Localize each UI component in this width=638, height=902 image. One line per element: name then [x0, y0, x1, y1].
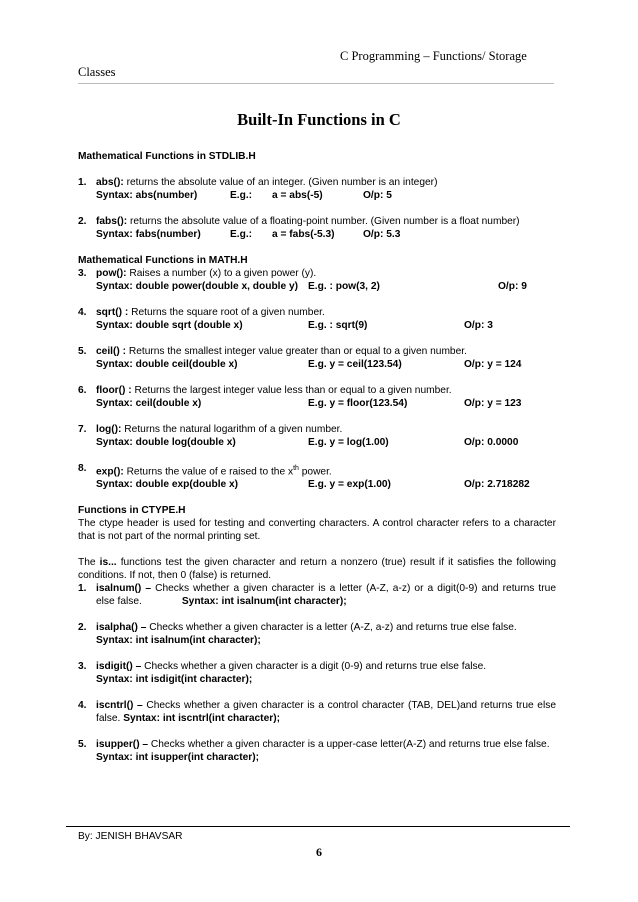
document-body [78, 150, 556, 764]
eg-label: E.g.: [230, 190, 253, 201]
function-description: returns the absolute value of an integer. (Given number is an integer) [123, 177, 438, 188]
function-description: Checks whether a given character is a letter (A-Z, a-z) or a digit(0-9) and returns true else false. [96, 583, 556, 608]
paragraph-start: The [78, 557, 100, 569]
syntax-text: Syntax: double exp(double x) [96, 479, 239, 491]
function-name: ceil() : [96, 346, 127, 357]
item-number: 4. [78, 307, 87, 318]
syntax-text: Syntax: int isalnum(int character); [181, 596, 347, 608]
item-number: 1. [78, 583, 87, 595]
ctype-intro: The ctype header is used for testing and converting characters. A control character refers to a character that is not part of the normal printing set. [78, 518, 556, 543]
function-name: exp(): [96, 466, 124, 478]
function-description: Returns the square root of a given number. [128, 307, 325, 318]
example-text: E.g. : pow(3, 2) [308, 281, 380, 292]
header-divider [78, 83, 554, 84]
example-text: E.g. y = log(1.00) [308, 437, 389, 448]
function-name: isdigit() – [96, 661, 142, 673]
paragraph-is: is... [99, 557, 117, 569]
section-heading-stdlib: Mathematical Functions in STDLIB.H [78, 151, 256, 162]
header-title-left: Classes [78, 65, 116, 79]
syntax-text: Syntax: double log(double x) [96, 437, 236, 448]
syntax-text: Syntax: ceil(double x) [96, 398, 202, 409]
syntax-text: Syntax: int isalnum(int character); [96, 635, 261, 647]
item-number: 5. [78, 739, 87, 751]
function-description: Checks whether a given character is a upper-case letter(A-Z) and returns true else false. [148, 739, 550, 751]
section-heading-math: Mathematical Functions in MATH.H [78, 255, 248, 266]
syntax-text: Syntax: int isdigit(int character); [96, 674, 253, 686]
function-description: Returns the largest integer value less than or equal to a given number. [131, 385, 452, 396]
function-description: Returns the value of e raised to the x [123, 466, 294, 478]
list-item-isalpha [78, 621, 556, 647]
list-item-abs [78, 176, 556, 202]
superscript: th [293, 465, 299, 472]
output-text: O/p: 2.718282 [464, 479, 530, 491]
example-text: a = abs(-5) [272, 190, 323, 201]
function-description: Checks whether a given character is a digit (0-9) and returns true else false. [141, 661, 487, 673]
syntax-text: Syntax: int iscntrl(int character); [123, 713, 280, 725]
list-item-ceil [78, 345, 556, 371]
list-item-isdigit [78, 660, 556, 686]
example-text: E.g. y = ceil(123.54) [308, 359, 402, 370]
function-name: pow(): [96, 268, 127, 279]
function-name: floor() : [96, 385, 132, 396]
output-text: O/p: 9 [498, 281, 527, 292]
syntax-text: Syntax: double ceil(double x) [96, 359, 238, 370]
output-text: O/p: 5 [363, 190, 392, 201]
item-number: 3. [78, 661, 87, 673]
function-name: iscntrl() – [96, 700, 143, 712]
list-item-exp [78, 462, 556, 491]
output-text: O/p: 5.3 [363, 229, 401, 240]
syntax-text: Syntax: double sqrt (double x) [96, 320, 243, 331]
item-number: 3. [78, 268, 87, 279]
output-text: O/p: y = 124 [464, 359, 522, 370]
item-number: 7. [78, 424, 87, 435]
item-number: 2. [78, 216, 87, 227]
list-item-iscntrl [78, 699, 556, 725]
example-text: E.g. : sqrt(9) [308, 320, 368, 331]
header-title-right: C Programming – Functions/ Storage [340, 49, 527, 63]
item-number: 4. [78, 700, 87, 712]
function-description: returns the absolute value of a floating-point number. (Given number is a float number) [127, 216, 520, 227]
function-name: isalnum() – [96, 583, 152, 595]
function-name: abs(): [96, 177, 124, 188]
list-item-fabs [78, 215, 556, 241]
footer-divider [66, 826, 570, 827]
function-name: fabs(): [96, 216, 128, 227]
example-text: E.g. y = exp(1.00) [308, 479, 391, 491]
syntax-text: Syntax: int isupper(int character); [96, 752, 260, 764]
list-item-isalnum [78, 582, 556, 608]
footer-author: By: JENISH BHAVSAR [78, 831, 183, 842]
section-heading-ctype: Functions in CTYPE.H [78, 505, 186, 517]
eg-label: E.g.: [230, 229, 253, 240]
function-name: sqrt() : [96, 307, 129, 318]
list-item-floor [78, 384, 556, 410]
example-text: E.g. y = floor(123.54) [308, 398, 408, 409]
list-item-log [78, 423, 556, 449]
function-description: Returns the natural logarithm of a given number. [121, 424, 343, 435]
item-number: 8. [78, 463, 87, 474]
function-description: Returns the smallest integer value greater than or equal to a given number. [126, 346, 467, 357]
output-text: O/p: 0.0000 [464, 437, 519, 448]
list-item-pow [78, 267, 556, 293]
ctype-paragraph [78, 556, 556, 582]
list-item-isupper [78, 738, 556, 764]
item-number: 6. [78, 385, 87, 396]
function-description: Raises a number (x) to a given power (y). [126, 268, 317, 279]
list-item-sqrt [78, 306, 556, 332]
page-title: Built-In Functions in C [237, 110, 401, 129]
function-name: isalpha() – [96, 622, 147, 634]
syntax-text: Syntax: fabs(number) [96, 229, 201, 240]
function-description-end: power. [298, 466, 332, 478]
output-text: O/p: 3 [464, 320, 493, 331]
item-number: 2. [78, 622, 87, 634]
function-description: Checks whether a given character is a letter (A-Z, a-z) and returns true else false. [146, 622, 517, 634]
function-name: log(): [96, 424, 122, 435]
item-number: 5. [78, 346, 87, 357]
page-number: 6 [316, 845, 322, 859]
syntax-text: Syntax: abs(number) [96, 190, 198, 201]
item-number: 1. [78, 177, 87, 188]
paragraph-end: functions test the given character and return a nonzero (true) result if it satisfies the following conditions. If not, then 0 (false) is returned. [78, 557, 556, 582]
syntax-text: Syntax: double power(double x, double y) [96, 281, 299, 292]
function-name: isupper() – [96, 739, 149, 751]
example-text: a = fabs(-5.3) [272, 229, 335, 240]
function-description: Checks whether a given character is a control character (TAB, DEL)and returns true else false. [96, 700, 556, 725]
output-text: O/p: y = 123 [464, 398, 522, 409]
